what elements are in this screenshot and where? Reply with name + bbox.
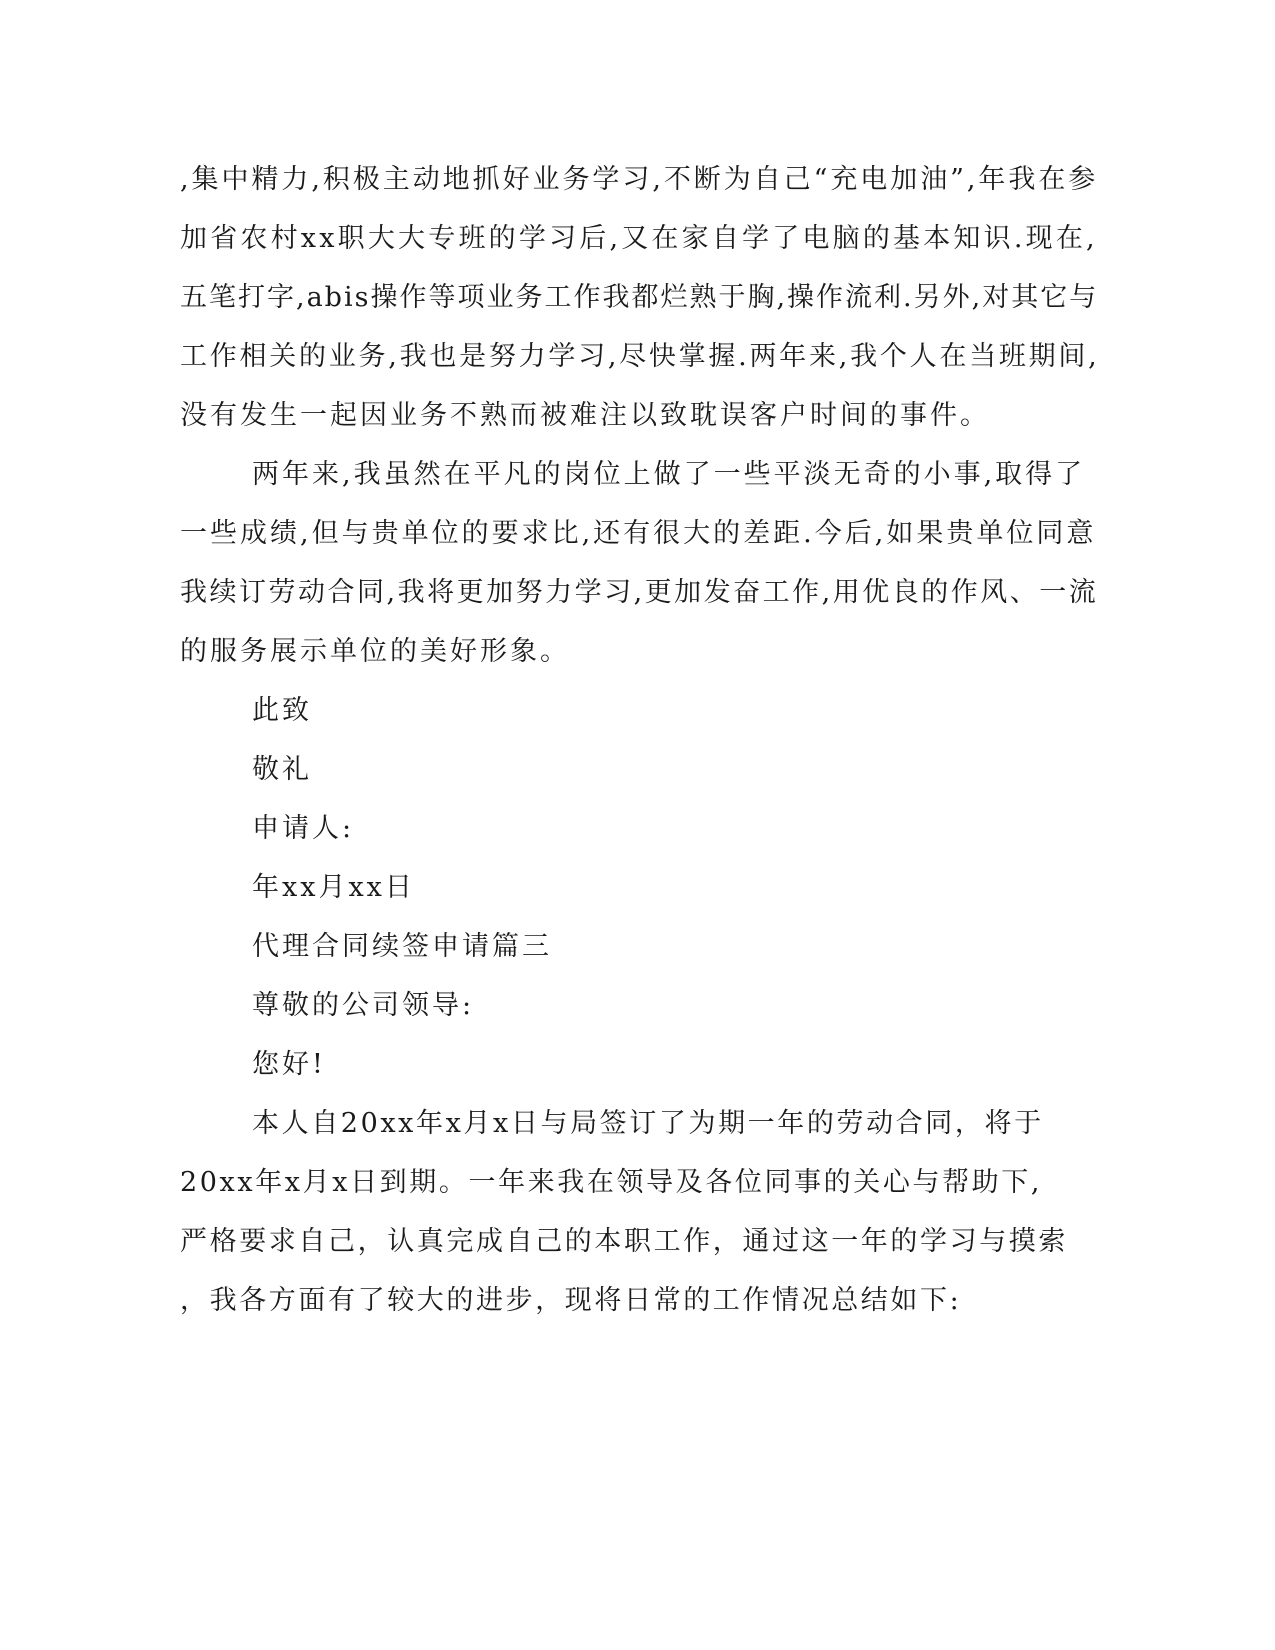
text-line: 我续订劳动合同,我将更加努力学习,更加发奋工作,用优良的作风、一流 xyxy=(180,577,1099,608)
applicant-label: 申请人: xyxy=(252,813,355,844)
text-line: 的服务展示单位的美好形象。 xyxy=(180,636,570,667)
greeting-hello: 您好! xyxy=(252,1049,326,1080)
text-line: 加省农村xx职大大专班的学习后,又在家自学了电脑的基本知识.现在, xyxy=(180,223,1098,254)
text-line: 本人自20xx年x月x日与局签订了为期一年的劳动合同，将于 xyxy=(252,1108,1044,1139)
section-title: 代理合同续签申请篇三 xyxy=(252,931,552,962)
text-line: ，我各方面有了较大的进步，现将日常的工作情况总结如下: xyxy=(180,1285,962,1316)
closing-salutation: 此致 xyxy=(252,695,312,726)
text-line: 严格要求自己，认真完成自己的本职工作，通过这一年的学习与摸索 xyxy=(180,1226,1068,1257)
greeting-line: 尊敬的公司领导: xyxy=(252,990,475,1021)
text-line: 五笔打字,abis操作等项业务工作我都烂熟于胸,操作流利.另外,对其它与 xyxy=(180,282,1099,313)
text-line: ,集中精力,积极主动地抓好业务学习,不断为自己“充电加油”,年我在参 xyxy=(180,164,1099,195)
text-line: 20xx年x月x日到期。一年来我在领导及各位同事的关心与帮助下, xyxy=(180,1167,1043,1198)
closing-regards: 敬礼 xyxy=(252,754,312,785)
text-line: 两年来,我虽然在平凡的岗位上做了一些平淡无奇的小事,取得了 xyxy=(252,459,1086,490)
text-line: 一些成绩,但与贵单位的要求比,还有很大的差距.今后,如果贵单位同意 xyxy=(180,518,1097,549)
text-line: 工作相关的业务,我也是努力学习,尽快掌握.两年来,我个人在当班期间, xyxy=(180,341,1100,372)
date-line: 年xx月xx日 xyxy=(252,872,415,903)
text-line: 没有发生一起因业务不熟而被难注以致耽误客户时间的事件。 xyxy=(180,400,990,431)
